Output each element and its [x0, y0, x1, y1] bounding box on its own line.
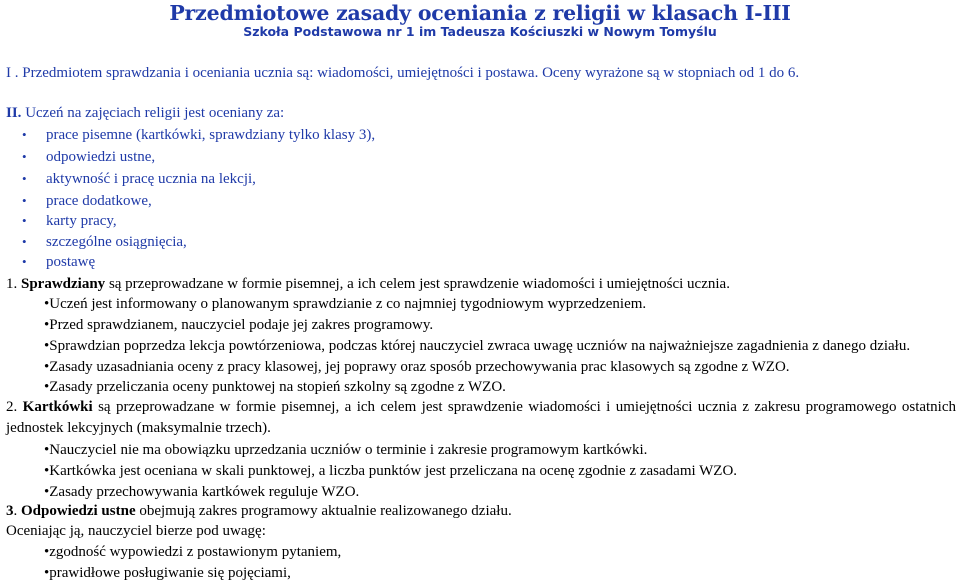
section-1-paragraph — [6, 64, 799, 82]
section-2-intro-text: Uczeń na zajęciach religii jest oceniany za: — [21, 105, 285, 121]
list-item: •Uczeń jest informowany o planowanym sprawdzianie z co najmniej tygodniowym wyprzedzeniem. — [44, 296, 647, 312]
school-name: Szkoła Podstawowa nr 1 im Tadeusza Kościuszki w Nowym Tomyślu — [243, 24, 717, 39]
section-2-number: II. — [6, 105, 22, 121]
point-3-heading: 3. Odpowiedzi ustne obejmują zakres programowy aktualnie realizowanego działu. — [6, 503, 512, 519]
point-2-number: 2. — [6, 399, 23, 415]
bullet-icon: • — [22, 234, 27, 249]
bullet-icon: • — [22, 171, 27, 186]
list-item: •Sprawdzian poprzedza lekcja powtórzeniowa, podczas której nauczyciel zwraca uwagę uczniów na najważniejsze zagadnienia z danego działu. — [44, 338, 911, 354]
bullet-icon: • — [22, 149, 27, 164]
list-item: •Kartkówka jest oceniana w skali punktowej, a liczba punktów jest przeliczana na ocenę zgodnie z zasadami WZO. — [44, 463, 738, 479]
point-3-number: 3 — [6, 503, 14, 519]
bullet-icon: • — [44, 544, 50, 560]
bullet-icon: • — [44, 565, 50, 581]
bullet-icon: • — [22, 127, 27, 142]
bullet-icon: • — [44, 338, 50, 354]
section-1-number: I . — [6, 65, 19, 81]
bullet-icon: • — [44, 379, 50, 395]
point-2-paragraph — [6, 397, 956, 439]
bullet-icon: • — [22, 193, 27, 208]
bullet-icon: • — [44, 442, 50, 458]
section-1-text: Przedmiotem sprawdzania i oceniania ucznia są: wiadomości, umiejętności i postawa. Oceny wyrażone są w stopniach od 1 do 6. — [18, 65, 800, 81]
section-2-intro — [6, 104, 284, 122]
bullet-icon: • — [44, 317, 50, 333]
list-item: •Przed sprawdzianem, nauczyciel podaje jej zakres programowy. — [44, 317, 434, 333]
list-item: •Zasady przechowywania kartkówek reguluje WZO. — [44, 484, 360, 500]
list-item: •Nauczyciel nie ma obowiązku uprzedzania uczniów o terminie i zakresie programowym kartkówki. — [44, 442, 648, 458]
list-item: •Zasady uzasadniania oceny z pracy klasowej, jej poprawy oraz sposób przechowywania prac klasowych są zgodne z WZO. — [44, 359, 790, 375]
bullet-icon: • — [44, 463, 50, 479]
point-1-heading — [6, 275, 730, 293]
point-1-number: 1. — [6, 276, 21, 292]
bullet-icon: • — [44, 296, 50, 312]
bullet-icon: • — [44, 484, 50, 500]
point-1-text: są przeprowadzane w formie pisemnej, a ich celem jest sprawdzenie wiadomości i umiejętności ucznia. — [105, 276, 730, 292]
bullet-icon: • — [22, 254, 27, 269]
list-item: •Zasady przeliczania oceny punktowej na stopień szkolny są zgodne z WZO. — [44, 379, 506, 395]
point-2-bold: Kartkówki — [22, 399, 93, 415]
document-title: Przedmiotowe zasady oceniania z religii w klasach I-III — [169, 1, 791, 25]
bullet-icon: • — [22, 213, 27, 228]
list-item: •prawidłowe posługiwanie się pojęciami, — [44, 565, 291, 581]
point-3-text: obejmują zakres programowy aktualnie realizowanego działu. — [135, 503, 512, 519]
bullet-icon: • — [44, 359, 50, 375]
point-3-note: Oceniając ją, nauczyciel bierze pod uwagę: — [6, 523, 266, 539]
list-item: •zgodność wypowiedzi z postawionym pytaniem, — [44, 544, 342, 560]
point-3-bold: Odpowiedzi ustne — [21, 503, 136, 519]
point-2-text: są przeprowadzane w formie pisemnej, a ich celem jest sprawdzenie wiadomości i umiejętności ucznia z zakresu programowego ostatnich jednostek lekcyjnych (maksymalnie trzech). — [6, 399, 957, 436]
point-1-bold: Sprawdziany — [21, 276, 106, 292]
